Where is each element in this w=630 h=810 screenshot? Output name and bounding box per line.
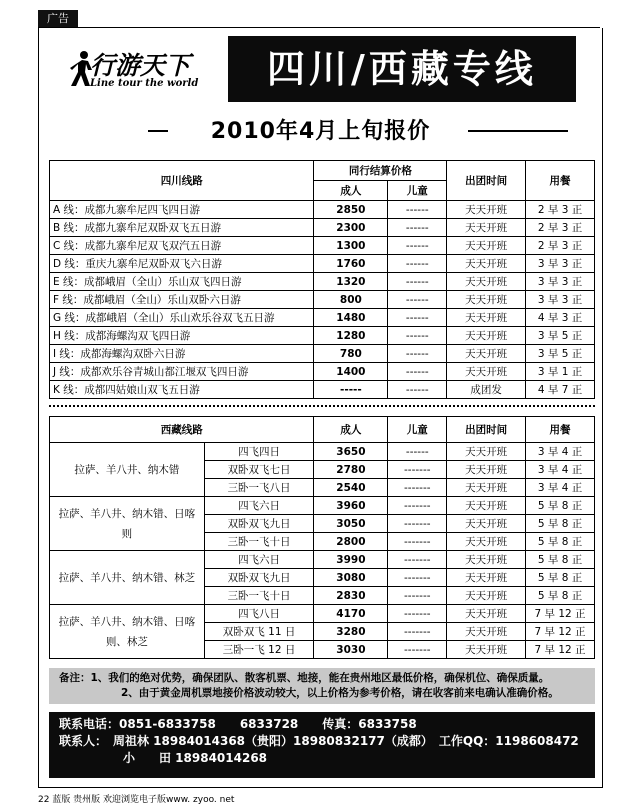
- cell-route: B 线：成都九寨牟尼双卧双飞五日游: [50, 219, 314, 237]
- cell-route: H 线：成都海螺沟双飞四日游: [50, 327, 314, 345]
- cell-meals: 5 早 8 正: [526, 587, 595, 605]
- ad-tag: 广告: [38, 10, 78, 28]
- cell-adult: 1280: [314, 327, 388, 345]
- cell-line: 拉萨、羊八井、纳木错、日喀则、林芝: [50, 605, 205, 659]
- cell-child: ------: [388, 345, 447, 363]
- cell-adult: 2780: [314, 461, 388, 479]
- cell-departure: 天天开班: [447, 255, 526, 273]
- cell-child: ------: [388, 309, 447, 327]
- cell-type: 四飞八日: [204, 605, 314, 623]
- cell-child: ------: [388, 327, 447, 345]
- subtitle: 2010年4月上旬报价: [168, 114, 473, 145]
- logo-slogan: Line tour the world: [90, 78, 199, 89]
- table-row: [50, 345, 595, 363]
- col-route: 四川线路: [50, 161, 314, 201]
- cell-adult: 3080: [314, 569, 388, 587]
- cell-adult: 1480: [314, 309, 388, 327]
- cell-meals: 3 早 5 正: [526, 327, 595, 345]
- cell-child: -------: [388, 461, 447, 479]
- cell-type: 三卧一飞十日: [204, 587, 314, 605]
- cell-child: ------: [388, 291, 447, 309]
- cell-meals: 5 早 8 正: [526, 569, 595, 587]
- cell-meals: 5 早 8 正: [526, 533, 595, 551]
- cell-type: 三卧一飞八日: [204, 479, 314, 497]
- cell-departure: 天天开班: [447, 345, 526, 363]
- cell-departure: 天天开班: [447, 461, 526, 479]
- cell-meals: 5 早 8 正: [526, 497, 595, 515]
- table-row: [50, 237, 595, 255]
- contact-phone: 联系电话：0851-6833758 6833728 传真：6833758: [59, 717, 417, 731]
- cell-child: -------: [388, 569, 447, 587]
- cell-child: -------: [388, 551, 447, 569]
- cell-child: -------: [388, 533, 447, 551]
- table-row: [50, 381, 595, 399]
- page-title: 四川/西藏专线: [228, 36, 576, 102]
- cell-departure: 天天开班: [447, 605, 526, 623]
- header: [38, 28, 603, 108]
- cell-type: 双卧双飞九日: [204, 569, 314, 587]
- cell-type: 四飞六日: [204, 551, 314, 569]
- cell-meals: 2 早 3 正: [526, 219, 595, 237]
- col-price-group: 同行结算价格: [314, 161, 447, 181]
- cell-adult: 3990: [314, 551, 388, 569]
- table-row: [50, 219, 595, 237]
- cell-departure: 天天开班: [447, 273, 526, 291]
- cell-child: -------: [388, 479, 447, 497]
- section-divider: [49, 405, 595, 407]
- cell-meals: 7 早 12 正: [526, 605, 595, 623]
- table-row: [50, 327, 595, 345]
- cell-adult: 1760: [314, 255, 388, 273]
- cell-child: ------: [388, 237, 447, 255]
- cell-departure: 天天开班: [447, 641, 526, 659]
- cell-child: -------: [388, 497, 447, 515]
- cell-child: ------: [388, 219, 447, 237]
- cell-adult: 4170: [314, 605, 388, 623]
- col-meals: 用餐: [526, 161, 595, 201]
- cell-adult: 2830: [314, 587, 388, 605]
- note-line-1: 备注：1、我们的绝对优势，确保团队、散客机票、地接，能在贵州地区最低价格，确保机位、确保质量。: [59, 672, 550, 684]
- table-row: [50, 201, 595, 219]
- table-row: [50, 605, 595, 623]
- cell-child: -------: [388, 587, 447, 605]
- cell-child: -------: [388, 623, 447, 641]
- cell-type: 四飞四日: [204, 443, 314, 461]
- cell-line: 拉萨、羊八井、纳木错、林芝: [50, 551, 205, 605]
- cell-type: 四飞六日: [204, 497, 314, 515]
- cell-departure: 天天开班: [447, 587, 526, 605]
- contact-person-2: 小 田 18984014268: [123, 751, 268, 765]
- cell-meals: 3 早 4 正: [526, 443, 595, 461]
- cell-adult: 3280: [314, 623, 388, 641]
- cell-adult: 1400: [314, 363, 388, 381]
- cell-child: ------: [388, 443, 447, 461]
- cell-child: ------: [388, 381, 447, 399]
- cell-departure: 天天开班: [447, 515, 526, 533]
- cell-line: 拉萨、羊八井、纳木错、日喀则: [50, 497, 205, 551]
- cell-type: 三卧一飞十日: [204, 533, 314, 551]
- col-child: 儿童: [388, 417, 447, 443]
- cell-route: K 线：成都四姑娘山双飞五日游: [50, 381, 314, 399]
- cell-route: J 线：成都欢乐谷青城山都江堰双飞四日游: [50, 363, 314, 381]
- cell-child: ------: [388, 201, 447, 219]
- cell-meals: 5 早 8 正: [526, 551, 595, 569]
- cell-meals: 3 早 4 正: [526, 461, 595, 479]
- cell-meals: 3 早 5 正: [526, 345, 595, 363]
- cell-route: D 线：重庆九寨牟尼双卧双飞六日游: [50, 255, 314, 273]
- col-meals: 用餐: [526, 417, 595, 443]
- cell-departure: 天天开班: [447, 551, 526, 569]
- cell-departure: 天天开班: [447, 201, 526, 219]
- notes: [49, 668, 595, 704]
- tibet-table: [49, 416, 595, 659]
- cell-departure: 天天开班: [447, 623, 526, 641]
- table-row: [50, 255, 595, 273]
- cell-meals: 3 早 3 正: [526, 255, 595, 273]
- col-departure: 出团时间: [447, 161, 526, 201]
- cell-departure: 天天开班: [447, 569, 526, 587]
- cell-route: A 线：成都九寨牟尼四飞四日游: [50, 201, 314, 219]
- cell-line: 拉萨、羊八井、纳木错: [50, 443, 205, 497]
- cell-departure: 天天开班: [447, 443, 526, 461]
- cell-route: F 线：成都峨眉（全山）乐山双卧六日游: [50, 291, 314, 309]
- contact-box: [49, 712, 595, 778]
- cell-meals: 3 早 4 正: [526, 479, 595, 497]
- cell-meals: 3 早 3 正: [526, 273, 595, 291]
- table-row: [50, 291, 595, 309]
- cell-type: 双卧双飞 11 日: [204, 623, 314, 641]
- logo-text: 行游天下: [90, 51, 191, 80]
- cell-route: C 线：成都九寨牟尼双飞双汽五日游: [50, 237, 314, 255]
- cell-meals: 2 早 3 正: [526, 237, 595, 255]
- table-row: [50, 273, 595, 291]
- cell-child: -------: [388, 515, 447, 533]
- cell-adult: 2540: [314, 479, 388, 497]
- table-row: [50, 363, 595, 381]
- col-adult: 成人: [314, 417, 388, 443]
- cell-child: ------: [388, 255, 447, 273]
- cell-adult: 2800: [314, 533, 388, 551]
- cell-meals: 4 早 3 正: [526, 309, 595, 327]
- cell-departure: 成团发: [447, 381, 526, 399]
- page-footer: 22 蓝版 贵州版 欢迎浏览电子版www. zyoo. net: [38, 795, 235, 805]
- sichuan-table: [49, 160, 595, 399]
- logo: [68, 42, 238, 100]
- table-row: [50, 551, 595, 569]
- cell-adult: 2850: [314, 201, 388, 219]
- cell-adult: 1320: [314, 273, 388, 291]
- cell-route: I 线：成都海螺沟双卧六日游: [50, 345, 314, 363]
- cell-adult: 3030: [314, 641, 388, 659]
- table-row: [50, 309, 595, 327]
- col-route: 西藏线路: [50, 417, 314, 443]
- cell-meals: 5 早 8 正: [526, 515, 595, 533]
- col-child: 儿童: [388, 181, 447, 201]
- cell-departure: 天天开班: [447, 327, 526, 345]
- cell-child: -------: [388, 641, 447, 659]
- cell-departure: 天天开班: [447, 237, 526, 255]
- cell-meals: 7 早 12 正: [526, 641, 595, 659]
- cell-meals: 2 早 3 正: [526, 201, 595, 219]
- cell-adult: 800: [314, 291, 388, 309]
- cell-meals: 7 早 12 正: [526, 623, 595, 641]
- cell-route: E 线：成都峨眉（全山）乐山双飞四日游: [50, 273, 314, 291]
- cell-departure: 天天开班: [447, 219, 526, 237]
- cell-meals: 4 早 7 正: [526, 381, 595, 399]
- cell-route: G 线：成都峨眉（全山）乐山欢乐谷双飞五日游: [50, 309, 314, 327]
- cell-departure: 天天开班: [447, 309, 526, 327]
- table-row: [50, 443, 595, 461]
- col-adult: 成人: [314, 181, 388, 201]
- cell-departure: 天天开班: [447, 479, 526, 497]
- cell-adult: -----: [314, 381, 388, 399]
- cell-adult: 2300: [314, 219, 388, 237]
- cell-type: 双卧双飞九日: [204, 515, 314, 533]
- contact-person-1: 联系人： 周祖林 18984014368（贵阳）18980832177（成都） 工作QQ：1198608472: [59, 734, 579, 748]
- cell-adult: 1300: [314, 237, 388, 255]
- note-line-2: 2、由于黄金周机票地接价格波动较大，以上价格为参考价格，请在收客前来电确认准确价格。: [121, 687, 559, 699]
- cell-departure: 天天开班: [447, 363, 526, 381]
- cell-adult: 780: [314, 345, 388, 363]
- subtitle-row: [38, 114, 603, 146]
- cell-departure: 天天开班: [447, 291, 526, 309]
- cell-departure: 天天开班: [447, 533, 526, 551]
- cell-departure: 天天开班: [447, 497, 526, 515]
- cell-child: ------: [388, 363, 447, 381]
- cell-type: 三卧一飞 12 日: [204, 641, 314, 659]
- cell-child: ------: [388, 273, 447, 291]
- cell-adult: 3650: [314, 443, 388, 461]
- table-row: [50, 497, 595, 515]
- cell-meals: 3 早 3 正: [526, 291, 595, 309]
- cell-child: -------: [388, 605, 447, 623]
- subtitle-rule-right: [468, 130, 568, 132]
- cell-type: 双卧双飞七日: [204, 461, 314, 479]
- col-departure: 出团时间: [447, 417, 526, 443]
- cell-adult: 3050: [314, 515, 388, 533]
- cell-adult: 3960: [314, 497, 388, 515]
- cell-meals: 3 早 1 正: [526, 363, 595, 381]
